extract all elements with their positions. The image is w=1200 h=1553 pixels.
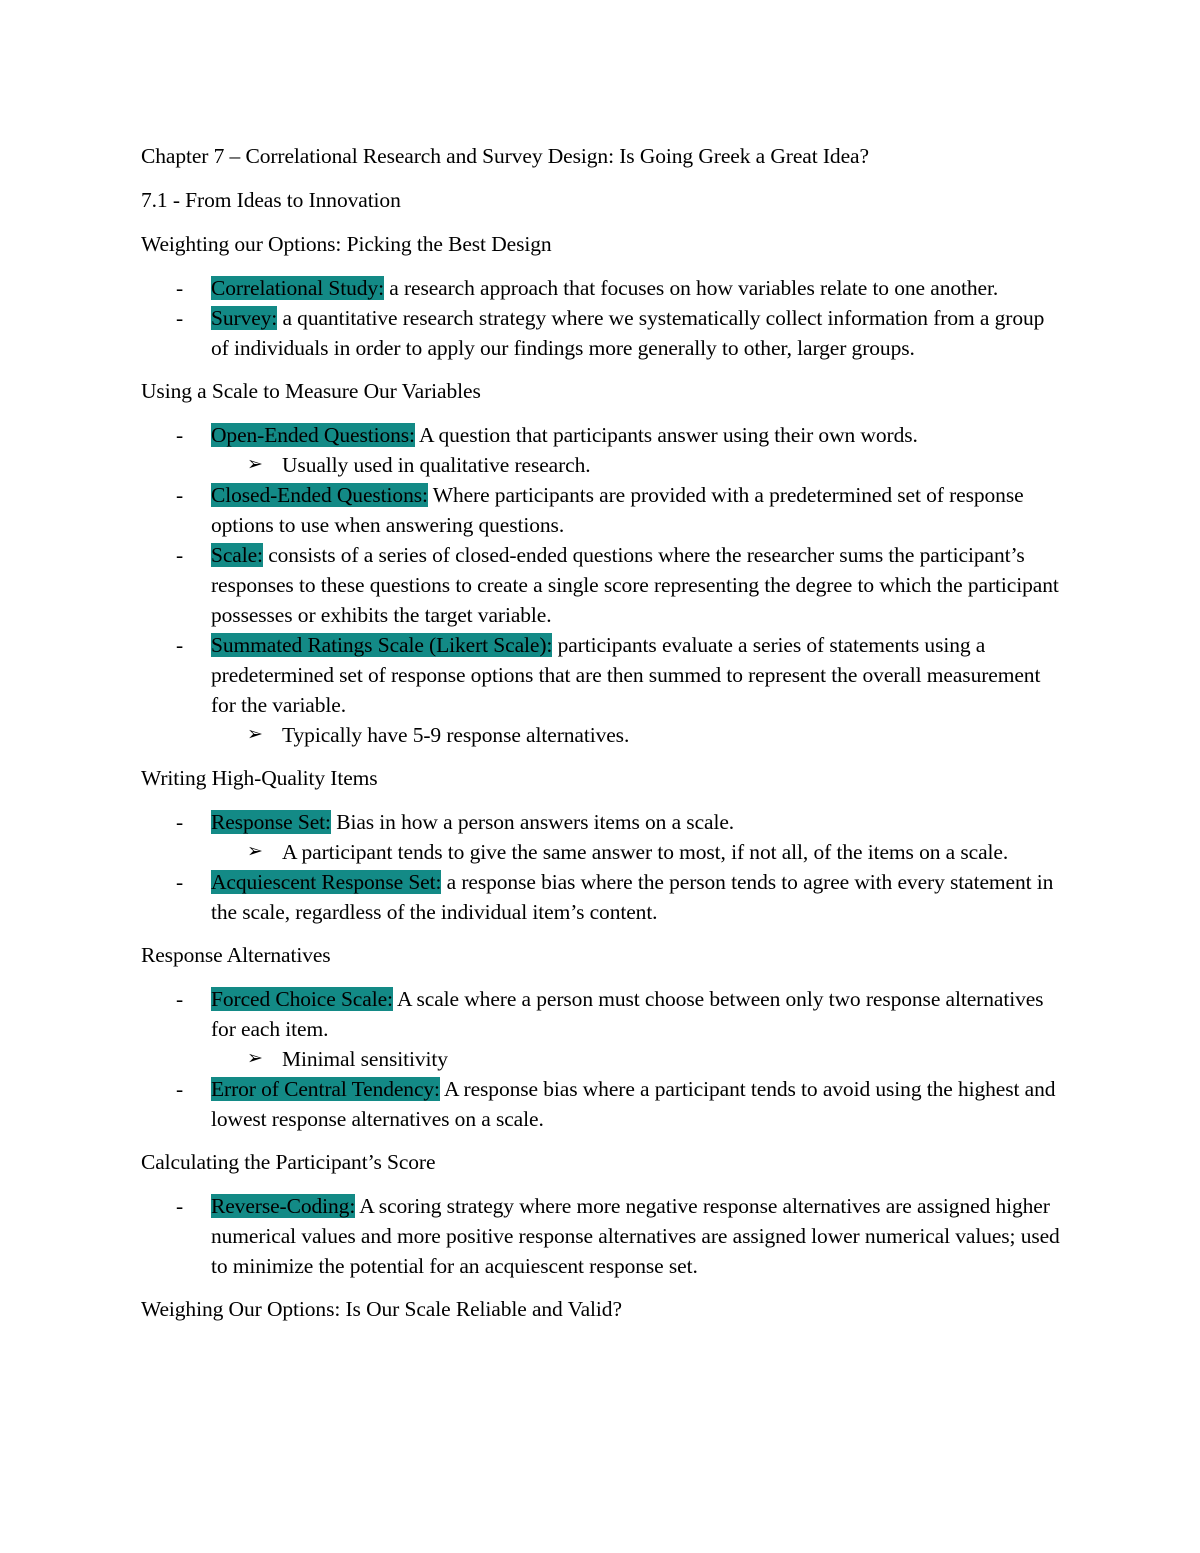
term-definition: A scale where a person must choose between only two response alternatives for each item.: [211, 987, 1044, 1041]
highlighted-term: Error of Central Tendency:: [211, 1077, 440, 1101]
term-definition: A scoring strategy where more negative response alternatives are assigned higher numerical values and more positive response alternatives are assigned lower numerical values; used to minimize the potential for an acquiescent response set.: [211, 1194, 1060, 1278]
dash-bullet: -: [176, 987, 184, 1011]
list-item: [141, 1191, 1061, 1281]
section: [141, 229, 1061, 363]
section-heading: Writing High-Quality Items: [141, 766, 378, 790]
section-heading: Response Alternatives: [141, 943, 331, 967]
sub-list: [141, 450, 1061, 480]
section-subtitle: 7.1 - From Ideas to Innovation: [141, 188, 401, 212]
list-item: [141, 480, 1061, 540]
list-item: [141, 273, 1061, 303]
list-item: [141, 630, 1061, 720]
highlighted-term: Summated Ratings Scale (Likert Scale):: [211, 633, 553, 657]
sub-list: [141, 1044, 1061, 1074]
sub-list: [141, 720, 1061, 750]
dash-bullet: -: [176, 276, 184, 300]
section-heading: Weighing Our Options: Is Our Scale Reliable and Valid?: [141, 1297, 622, 1321]
section-heading: Using a Scale to Measure Our Variables: [141, 379, 481, 403]
sub-item-text: Typically have 5-9 response alternatives.: [282, 723, 630, 747]
section: [141, 1147, 1061, 1281]
highlighted-term: Reverse-Coding:: [211, 1194, 356, 1218]
sub-list-item: [141, 837, 1061, 867]
section: [141, 1294, 1061, 1324]
arrow-bullet-icon: ➢: [247, 1048, 263, 1069]
term-list: [141, 420, 1061, 750]
arrow-bullet-icon: ➢: [247, 724, 263, 745]
list-item: [141, 1074, 1061, 1134]
dash-bullet: -: [176, 633, 184, 657]
list-item: [141, 984, 1061, 1044]
term-definition: A question that participants answer using their own words.: [414, 423, 918, 447]
sub-list-item: [141, 720, 1061, 750]
highlighted-term: Survey:: [211, 306, 278, 330]
term-definition: A response bias where a participant tends to avoid using the highest and lowest response alternatives on a scale.: [211, 1077, 1056, 1131]
term-list: [141, 984, 1061, 1134]
term-definition: a research approach that focuses on how variables relate to one another.: [383, 276, 999, 300]
term-definition: consists of a series of closed-ended questions where the researcher sums the participant’s responses to these questions to create a single score representing the degree to which the participant possesses or exhibits the target variable.: [211, 543, 1059, 627]
list-item: [141, 540, 1061, 630]
dash-bullet: -: [176, 1194, 184, 1218]
dash-bullet: -: [176, 423, 184, 447]
arrow-bullet-icon: ➢: [247, 454, 263, 475]
section: [141, 376, 1061, 750]
section-heading: Weighting our Options: Picking the Best Design: [141, 232, 552, 256]
list-item: [141, 420, 1061, 450]
dash-bullet: -: [176, 870, 184, 894]
document-body: [141, 141, 1061, 1338]
sub-item-text: Usually used in qualitative research.: [282, 453, 591, 477]
term-list: [141, 1191, 1061, 1281]
dash-bullet: -: [176, 1077, 184, 1101]
term-definition: Where participants are provided with a predetermined set of response options to use when answering questions.: [211, 483, 1024, 537]
highlighted-term: Scale:: [211, 543, 263, 567]
section: [141, 940, 1061, 1134]
highlighted-term: Response Set:: [211, 810, 331, 834]
section-heading: Calculating the Participant’s Score: [141, 1150, 436, 1174]
dash-bullet: -: [176, 810, 184, 834]
section: [141, 763, 1061, 927]
dash-bullet: -: [176, 543, 184, 567]
dash-bullet: -: [176, 483, 184, 507]
sub-list-item: [141, 1044, 1061, 1074]
arrow-bullet-icon: ➢: [247, 841, 263, 862]
sub-list: [141, 837, 1061, 867]
term-definition: a quantitative research strategy where we systematically collect information from a group of individuals in order to apply our findings more generally to other, larger groups.: [211, 306, 1045, 360]
chapter-title: Chapter 7 – Correlational Research and Survey Design: Is Going Greek a Great Idea?: [141, 144, 869, 168]
term-list: [141, 807, 1061, 927]
dash-bullet: -: [176, 306, 184, 330]
term-definition: participants evaluate a series of statements using a predetermined set of response options that are then summed to represent the overall measurement for the variable.: [211, 633, 1041, 717]
list-item: [141, 867, 1061, 927]
highlighted-term: Acquiescent Response Set:: [211, 870, 442, 894]
term-definition: a response bias where the person tends to agree with every statement in the scale, regardless of the individual item’s content.: [211, 870, 1054, 924]
sub-item-text: A participant tends to give the same answer to most, if not all, of the items on a scale.: [282, 840, 1009, 864]
term-list: [141, 273, 1061, 363]
highlighted-term: Open-Ended Questions:: [211, 423, 415, 447]
list-item: [141, 303, 1061, 363]
sub-item-text: Minimal sensitivity: [282, 1047, 448, 1071]
highlighted-term: Correlational Study:: [211, 276, 384, 300]
term-definition: Bias in how a person answers items on a scale.: [330, 810, 735, 834]
sub-list-item: [141, 450, 1061, 480]
list-item: [141, 807, 1061, 837]
sections-container: [141, 229, 1061, 1324]
highlighted-term: Closed-Ended Questions:: [211, 483, 428, 507]
highlighted-term: Forced Choice Scale:: [211, 987, 393, 1011]
